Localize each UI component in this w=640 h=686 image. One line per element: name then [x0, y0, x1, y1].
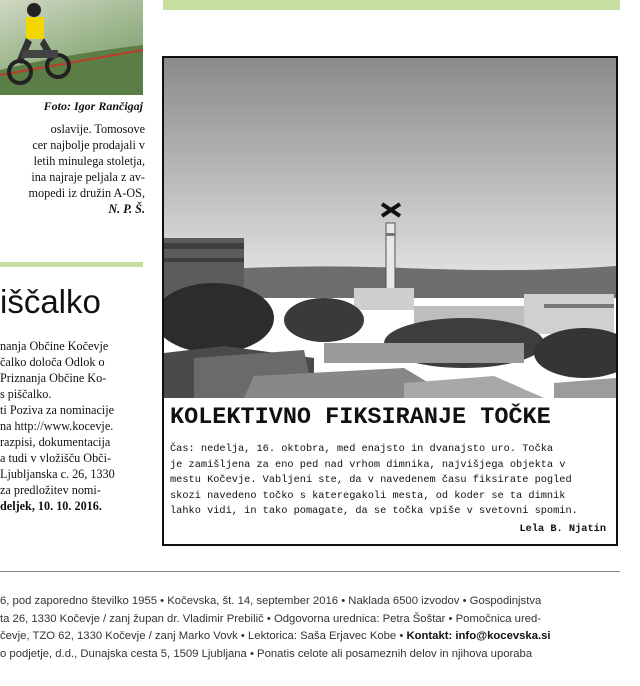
article-box: [162, 56, 618, 546]
contact-email[interactable]: Kontakt: info@kocevska.si: [406, 630, 551, 642]
footer-line: o podjetje, d.d., Dunajska cesta 5, 1509 Ljubljana • Ponatis celote ali posameznih delov in njihova uporaba: [0, 647, 533, 660]
text-line: s piščalko.: [0, 387, 52, 401]
footer-line-text: čevje, TZO 62, 1330 Kočevje / zanj Marko Vovk • Lektorica: Saša Erjavec Kobe •: [0, 630, 404, 642]
footer-divider: [0, 571, 620, 572]
text-line: na http://www.kocevje.: [0, 419, 114, 433]
section-heading: iščalko: [0, 283, 101, 320]
text-line: deljek, 10. 10. 2016.: [0, 499, 102, 513]
text-line: mopedi iz družin A-OS,: [28, 186, 145, 200]
text-line: čalko določa Odlok o: [0, 355, 105, 369]
text-line: oslavije. Tomosove: [50, 122, 145, 136]
article: [164, 398, 616, 544]
text-line: letih minulega stoletja,: [33, 154, 145, 168]
top-divider: [163, 0, 620, 10]
section-divider: [0, 262, 143, 267]
left-article-text-b: [0, 338, 145, 514]
text-line: ina najraje peljala z av-: [31, 170, 145, 184]
body-line: mestu Kočevje. Vabljeni ste, da v navedenem času fiksirate pogled: [170, 474, 572, 486]
article-body: [170, 442, 612, 520]
body-line: je zamišljena za eno ped nad vrhom dimnika, najvišjega objekta v: [170, 458, 566, 471]
footer-line: ta 26, 1330 Kočevje / zanj župan dr. Vladimir Prebilič • Odgovorna urednica: Petra Šoštar • Pomočnica ured-: [0, 612, 542, 625]
text-line: nanja Občine Kočevje: [0, 339, 109, 353]
photo-caption: Foto: Igor Rančigaj: [43, 99, 143, 113]
article-author: Lela B. Njatin: [519, 523, 606, 535]
text-line: Ljubljanska c. 26, 1330: [0, 467, 115, 481]
text-line: za predložitev nomi-: [0, 483, 101, 497]
town-photo: [164, 58, 616, 398]
article-title: KOLEKTIVNO FIKSIRANJE TOČKE: [170, 404, 551, 431]
footer-line: 6, pod zaporedno številko 1955 • Kočevska, št. 14, september 2016 • Naklada 6500 izvodov • Gospodinjstva: [0, 595, 542, 607]
footer-line: [0, 628, 620, 646]
text-line: Priznanja Občine Ko-: [0, 371, 107, 385]
left-article-text: [0, 121, 145, 217]
text-line: N. P. Š.: [108, 202, 145, 216]
body-line: skozi navedeno točko s kateregakoli mesta, od koder se ta dimnik: [170, 489, 566, 502]
text-line: ti Poziva za nominacije: [0, 403, 115, 417]
body-line: lahko vidi, in tako pomagate, da se točka vpiše v svetovni spomin.: [170, 505, 578, 517]
motorcycle-photo: [0, 0, 143, 95]
body-line: Čas: nedelja, 16. oktobra, med enajsto in dvanajsto uro. Točka: [170, 443, 554, 455]
text-line: razpisi, dokumentacija: [0, 435, 111, 449]
text-line: a tudi v vložišču Obči-: [0, 451, 112, 465]
imprint-footer: [0, 593, 620, 663]
text-line: cer najbolje prodajali v: [32, 138, 145, 152]
